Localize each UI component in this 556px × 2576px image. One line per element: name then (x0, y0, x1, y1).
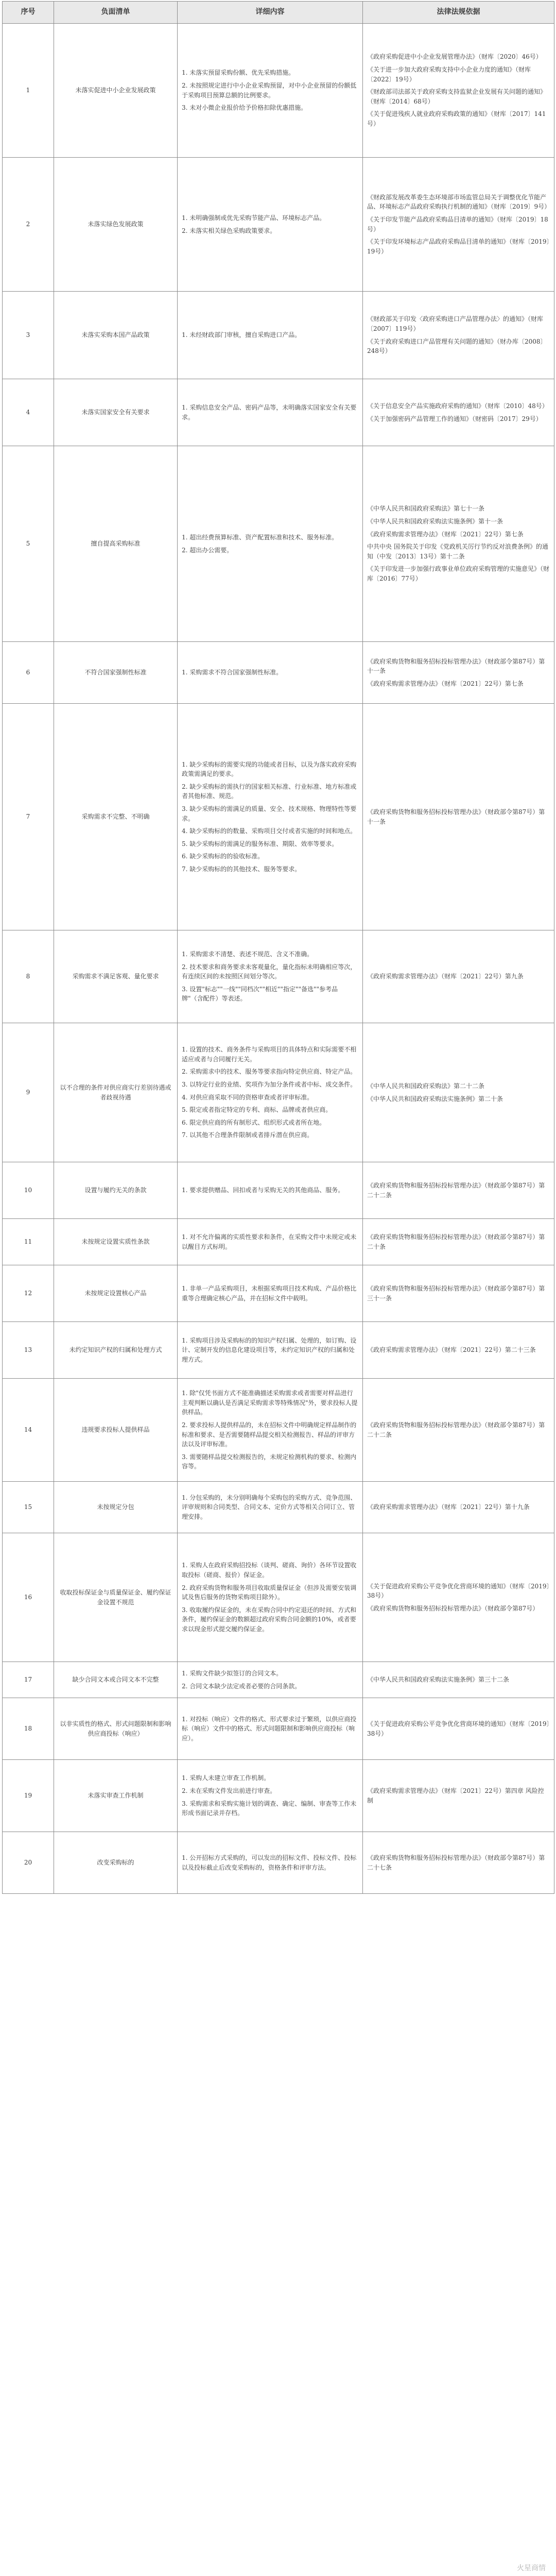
negative-item: 收取投标保证金与质量保证金、履约保证金设置不规范 (54, 1533, 178, 1662)
row-number: 12 (3, 1265, 54, 1322)
table-row (3, 1482, 554, 1533)
negative-item: 以不合理的条件对供应商实行差别待遇或者歧视待遇 (54, 1023, 178, 1162)
detail-paragraph: 1. 对不允许偏离的实质性要求和条件，在采购文件中未规定或未以醒目方式标明。 (182, 1233, 357, 1250)
table-row (3, 1265, 554, 1322)
row-number: 7 (3, 704, 54, 930)
detail-paragraph: 3. 未对小微企业报价给予价格扣除优惠措施。 (182, 104, 307, 112)
table-row (3, 642, 554, 704)
law-cell (363, 930, 554, 1023)
negative-item: 未落实审查工作机制 (54, 1760, 178, 1832)
law-paragraph: 《政府采购需求管理办法》（财库〔2021〕22号）第二十三条 (367, 1346, 536, 1354)
row-number: 6 (3, 642, 54, 704)
row-number: 10 (3, 1162, 54, 1219)
law-paragraph: 《政府采购货物和服务招标投标管理办法》（财政部令第87号）第二十二条 (367, 1181, 545, 1199)
negative-item: 未按规定设置核心产品 (54, 1265, 178, 1322)
law-cell (363, 1023, 554, 1162)
detail-cell (178, 292, 363, 379)
detail-paragraph: 1. 设置的技术、商务条件与采购项目的具体特点和实际需要不相适应或者与合同履行无关。 (182, 1046, 357, 1063)
law-paragraph: 《关于政府采购进口产品管理有关问题的通知》（财办库〔2008〕248号） (367, 337, 547, 355)
law-cell (363, 292, 554, 379)
detail-paragraph: 1. 采购项目涉及采购标的的知识产权归属、处理的，如订购、设计、定制开发的信息化建设项目等，未约定知识产权的归属和处理方式。 (182, 1336, 357, 1363)
negative-list-table (2, 1, 554, 1894)
row-number: 9 (3, 1023, 54, 1162)
detail-paragraph: 2. 合同文本缺少法定或者必要的合同条款。 (182, 1682, 301, 1690)
law-cell (363, 1322, 554, 1379)
detail-paragraph: 1. 缺少采购标的需要实现的功能或者目标，以及为落实政府采购政策需满足的要求。 (182, 760, 357, 778)
law-cell (363, 1698, 554, 1760)
header-item: 负面清单 (54, 2, 178, 24)
law-paragraph: 《关于印发环境标志产品政府采购品目清单的通知》（财库〔2019〕19号） (367, 238, 550, 255)
row-number: 18 (3, 1698, 54, 1760)
negative-item: 未落实促进中小企业发展政策 (54, 24, 178, 158)
detail-paragraph: 4. 缺少采购标的的数量、采购项目交付或者实施的时间和地点。 (182, 827, 357, 835)
row-number: 14 (3, 1379, 54, 1482)
law-paragraph: 《政府采购货物和服务招标投标管理办法》（财政部令第87号）第二十七条 (367, 1854, 545, 1871)
detail-paragraph: 7. 缺少采购标的的其他技术、服务等要求。 (182, 865, 301, 873)
detail-cell (178, 1533, 363, 1662)
law-paragraph: 《政府采购货物和服务招标投标管理办法》（财政部令第87号）第三十一条 (367, 1284, 545, 1302)
row-number: 4 (3, 379, 54, 446)
negative-item: 采购需求不完整、不明确 (54, 704, 178, 930)
law-paragraph: 《中华人民共和国政府采购法》第七十一条 (367, 505, 485, 513)
law-cell (363, 1533, 554, 1662)
table-header (3, 2, 554, 24)
negative-item: 未落实采购本国产品政策 (54, 292, 178, 379)
detail-paragraph: 1. 未经财政部门审核，擅自采购进口产品。 (182, 331, 301, 339)
table-row (3, 379, 554, 446)
negative-item: 改变采购标的 (54, 1832, 178, 1894)
detail-cell (178, 1698, 363, 1760)
table-row (3, 930, 554, 1023)
table-row (3, 1760, 554, 1832)
detail-cell (178, 930, 363, 1023)
detail-paragraph: 1. 采购信息安全产品、密码产品等，未明确落实国家安全有关要求。 (182, 403, 357, 421)
detail-paragraph: 1. 除"仅凭书面方式不能准确描述采购需求或者需要对样品进行主观判断以确认是否满足采购需求等特殊情况"外，要求投标人提供样品。 (182, 1389, 358, 1416)
law-paragraph: 《政府采购需求管理办法》（财库〔2021〕22号）第十九条 (367, 1503, 530, 1511)
row-number: 11 (3, 1219, 54, 1265)
law-paragraph: 《政府采购货物和服务招标投标管理办法》（财政部令第87号）第二十二条 (367, 1421, 545, 1438)
table-row (3, 446, 554, 642)
negative-item: 未按规定分包 (54, 1482, 178, 1533)
row-number: 15 (3, 1482, 54, 1533)
table-row (3, 1832, 554, 1894)
law-paragraph: 《政府采购货物和服务招标投标管理办法》（财政部令第87号）第十一条 (367, 657, 545, 675)
detail-paragraph: 3. 采购需求和采购实施计划的调查、确定、编制、审查等工作未形成书面记录并存档。 (182, 1800, 357, 1817)
law-paragraph: 《关于进一步加大政府采购支持中小企业力度的通知》（财库〔2022〕19号） (367, 66, 531, 83)
law-paragraph: 《政府采购货物和服务招标投标管理办法》（财政部令第87号）第二十条 (367, 1233, 545, 1250)
law-cell (363, 1662, 554, 1698)
law-paragraph: 《中华人民共和国政府采购法实施条例》第三十二条 (367, 1676, 510, 1684)
negative-item: 不符合国家强制性标准 (54, 642, 178, 704)
detail-paragraph: 1. 采购人在政府采购招投标（谈判、磋商、询价）各环节设置收取投标（磋商、报价）保证金。 (182, 1562, 357, 1579)
header-row (3, 2, 554, 24)
detail-paragraph: 1. 采购需求不符合国家强制性标准。 (182, 669, 283, 676)
law-cell (363, 704, 554, 930)
law-cell (363, 158, 554, 292)
row-number: 17 (3, 1662, 54, 1698)
law-cell (363, 1760, 554, 1832)
detail-cell (178, 1023, 363, 1162)
negative-item: 未落实绿色发展政策 (54, 158, 178, 292)
negative-item: 采购需求不满足客观、量化要求 (54, 930, 178, 1023)
law-paragraph: 《中华人民共和国政府采购法实施条例》第二十条 (367, 1095, 503, 1103)
row-number: 3 (3, 292, 54, 379)
law-paragraph: 《财政部发展改革委生态环境部市场监管总局关于调整优化节能产品、环境标志产品政府采购执行机制的通知》（财库〔2019〕9号） (367, 193, 551, 211)
detail-paragraph: 2. 未落实相关绿色采购政策要求。 (182, 227, 276, 234)
detail-paragraph: 1. 要求提供赠品、回扣或者与采购无关的其他商品、服务。 (182, 1187, 344, 1194)
law-paragraph: 《政府采购需求管理办法》（财库〔2021〕22号）第四章 风险控制 (367, 1787, 544, 1804)
law-paragraph: 《政府采购需求管理办法》（财库〔2021〕22号）第九条 (367, 973, 524, 980)
detail-paragraph: 1. 分包采购的，未分别明确每个采购包的采购方式、竞争范围、评审规则和合同类型、合同文本、定价方式等相关合同订立、管理安排。 (182, 1494, 357, 1520)
detail-paragraph: 3. 收取履约保证金的，未在采购合同中约定退还的时间、方式和条件，履约保证金的数额超过政府采购合同金额的10%，或者要求以现金形式提交履约保证金。 (182, 1606, 357, 1633)
detail-cell (178, 1219, 363, 1265)
detail-paragraph: 2. 缺少采购标的需执行的国家相关标准、行业标准、地方标准或者其他标准、规范。 (182, 783, 357, 800)
law-paragraph: 《关于加强密码产品管理工作的通知》（财密码〔2017〕29号） (367, 415, 542, 422)
detail-paragraph: 3. 设置"标志""一线""同档次""相近""指定""备选""参考品牌"（含配件）等表述。 (182, 985, 338, 1003)
negative-item: 缺少合同文本或合同文本不完整 (54, 1662, 178, 1698)
table-row (3, 24, 554, 158)
law-cell (363, 642, 554, 704)
detail-paragraph: 1. 非单一产品采购项目，未根据采购项目技术构成、产品价格比重等合理确定核心产品，并在招标文件中载明。 (182, 1284, 357, 1302)
detail-paragraph: 3. 以特定行业的业绩、奖项作为加分条件或者中标、成交条件。 (182, 1080, 357, 1088)
law-cell (363, 1832, 554, 1894)
law-paragraph: 《中华人民共和国政府采购法》第二十二条 (367, 1082, 485, 1090)
negative-item: 以非实质性的格式、形式问题限制和影响供应商投标（响应） (54, 1698, 178, 1760)
detail-cell (178, 1379, 363, 1482)
detail-paragraph: 1. 采购人未建立审查工作机制。 (182, 1774, 270, 1782)
detail-cell (178, 158, 363, 292)
detail-cell (178, 1482, 363, 1533)
law-cell (363, 24, 554, 158)
detail-paragraph: 1. 超出经费预算标准、资产配置标准和技术、服务标准。 (182, 533, 338, 541)
table-row (3, 1023, 554, 1162)
detail-paragraph: 5. 限定或者指定特定的专利、商标、品牌或者供应商。 (182, 1106, 332, 1114)
detail-paragraph: 2. 技术要求和商务要求未客观量化，量化指标未明确相应等次，有连续区间的未按照区间划分等次。 (182, 963, 357, 980)
detail-cell (178, 446, 363, 642)
detail-paragraph: 2. 采购需求中的技术、服务等要求指向特定供应商、特定产品。 (182, 1068, 357, 1076)
row-number: 20 (3, 1832, 54, 1894)
table-row (3, 1162, 554, 1219)
law-paragraph: 《关于信息安全产品实施政府采购的通知》（财库〔2010〕48号） (367, 402, 548, 410)
detail-paragraph: 2. 未在采购文件发出前进行审查。 (182, 1787, 276, 1794)
law-paragraph: 《中华人民共和国政府采购法实施条例》第十一条 (367, 518, 503, 526)
detail-paragraph: 7. 以其他不合理条件限制或者排斥潜在供应商。 (182, 1131, 314, 1139)
detail-cell (178, 24, 363, 158)
header-no: 序号 (3, 2, 54, 24)
row-number: 5 (3, 446, 54, 642)
detail-cell (178, 1322, 363, 1379)
law-paragraph: 《关于促进政府采购公平竞争优化营商环境的通知》（财库〔2019〕38号） (367, 1720, 550, 1737)
law-paragraph: 《财政部关于印发〈政府采购进口产品管理办法〉的通知》（财库〔2007〕119号） (367, 315, 544, 332)
header-law: 法律法规依据 (363, 2, 554, 24)
row-number: 1 (3, 24, 54, 158)
row-number: 19 (3, 1760, 54, 1832)
table-row (3, 1698, 554, 1760)
negative-item: 未按规定设置实质性条款 (54, 1219, 178, 1265)
law-paragraph: 《财政部司法部关于政府采购支持监狱企业发展有关问题的通知》（财库〔2014〕68号） (367, 88, 547, 105)
detail-paragraph: 1. 未明确强制或优先采购节能产品、环境标志产品。 (182, 214, 326, 222)
table-row (3, 1219, 554, 1265)
table-body (3, 24, 554, 1894)
row-number: 8 (3, 930, 54, 1023)
table-row (3, 292, 554, 379)
detail-paragraph: 6. 限定供应商的所有制形式、组织形式或者所在地。 (182, 1118, 326, 1126)
law-paragraph: 《关于促进残疾人就业政府采购政策的通知》（财库〔2017〕141号） (367, 110, 546, 127)
detail-cell (178, 1265, 363, 1322)
detail-paragraph: 1. 采购文件缺少拟签订的合同文本。 (182, 1669, 283, 1677)
table-row (3, 1533, 554, 1662)
law-cell (363, 1219, 554, 1265)
detail-paragraph: 1. 公开招标方式采购的，可以发出的招标文件、投标文件、投标以及投标截止后改变采购标的，资格条件和评审方法。 (182, 1854, 357, 1871)
negative-item: 未约定知识产权的归属和处理方式 (54, 1322, 178, 1379)
detail-cell (178, 1760, 363, 1832)
detail-paragraph: 2. 未按照规定进行中小企业采购预留，对中小企业预留的份额低于采购项目预算总额的比例要求。 (182, 81, 357, 99)
law-cell (363, 1379, 554, 1482)
detail-cell (178, 642, 363, 704)
law-paragraph: 《关于印发节能产品政府采购品目清单的通知》（财库〔2019〕18号） (367, 215, 548, 233)
negative-list-sheet (2, 1, 554, 1894)
law-cell (363, 1265, 554, 1322)
detail-paragraph: 5. 缺少采购标的需满足的服务标准、期限、效率等要求。 (182, 840, 338, 848)
detail-cell (178, 1162, 363, 1219)
detail-cell (178, 704, 363, 930)
detail-paragraph: 6. 缺少采购标的的验收标准。 (182, 853, 264, 860)
negative-item: 未落实国家安全有关要求 (54, 379, 178, 446)
detail-paragraph: 1. 未落实预留采购份额、优先采购措施。 (182, 69, 295, 77)
table-row (3, 704, 554, 930)
law-cell (363, 446, 554, 642)
table-row (3, 1662, 554, 1698)
table-row (3, 1322, 554, 1379)
negative-item: 设置与履约无关的条款 (54, 1162, 178, 1219)
row-number: 2 (3, 158, 54, 292)
table-row (3, 1379, 554, 1482)
detail-paragraph: 3. 需要随样品提交检测报告的，未规定检测机构的要求、检测内容等。 (182, 1453, 357, 1470)
header-detail: 详细内容 (178, 2, 363, 24)
detail-cell (178, 1662, 363, 1698)
watermark: 火星商情 (517, 2564, 546, 2572)
detail-cell (178, 379, 363, 446)
law-paragraph: 中共中央 国务院关于印发《党政机关厉行节约反对浪费条例》的通知（中发〔2013〕13号）第十二条 (367, 543, 548, 560)
law-paragraph: 《关于促进政府采购公平竞争优化营商环境的通知》（财库〔2019〕38号） (367, 1582, 550, 1600)
detail-paragraph: 4. 对供应商采取不同的资格审查或者评审标准。 (182, 1093, 314, 1101)
negative-item: 擅自提高采购标准 (54, 446, 178, 642)
law-paragraph: 《政府采购促进中小企业发展管理办法》（财库〔2020〕46号） (367, 53, 542, 61)
law-cell (363, 379, 554, 446)
law-cell (363, 1162, 554, 1219)
row-number: 16 (3, 1533, 54, 1662)
detail-paragraph: 2. 要求投标人提供样品的，未在招标文件中明确规定样品制作的标准和要求、是否需要随样品提交相关检测报告、样品的评审方法以及评审标准。 (182, 1421, 357, 1448)
detail-paragraph: 2. 政府采购货物和服务项目收取质量保证金（但涉及需要安装调试及售后服务的货物采购项目除外）。 (182, 1584, 357, 1601)
table-row (3, 158, 554, 292)
row-number: 13 (3, 1322, 54, 1379)
detail-paragraph: 3. 缺少采购标的需满足的质量、安全、技术规格、物理特性等要求。 (182, 805, 357, 822)
law-paragraph: 《政府采购货物和服务招标投标管理办法》（财政部令第87号）第十一条 (367, 808, 545, 825)
detail-paragraph: 1. 采购需求不清楚、表述不规范、含义不准确。 (182, 951, 314, 958)
detail-paragraph: 2. 超出办公需要。 (182, 546, 233, 554)
law-cell (363, 1482, 554, 1533)
law-paragraph: 《政府采购需求管理办法》（财库〔2021〕22号）第七条 (367, 680, 524, 687)
detail-paragraph: 1. 对投标（响应）文件的格式、形式要求过于繁琐，以供应商投标（响应）文件中的格式、形式问题限制和影响供应商投标（响应）。 (182, 1715, 357, 1742)
law-paragraph: 《政府采购需求管理办法》（财库〔2021〕22号）第七条 (367, 530, 524, 538)
law-paragraph: 《关于印发进一步加强行政事业单位政府采购管理的实施意见》（财库〔2016〕77号） (367, 565, 550, 582)
negative-item: 违规要求投标人提供样品 (54, 1379, 178, 1482)
detail-cell (178, 1832, 363, 1894)
law-paragraph: 《政府采购货物和服务招标投标管理办法》（财政部令第87号） (367, 1604, 539, 1612)
